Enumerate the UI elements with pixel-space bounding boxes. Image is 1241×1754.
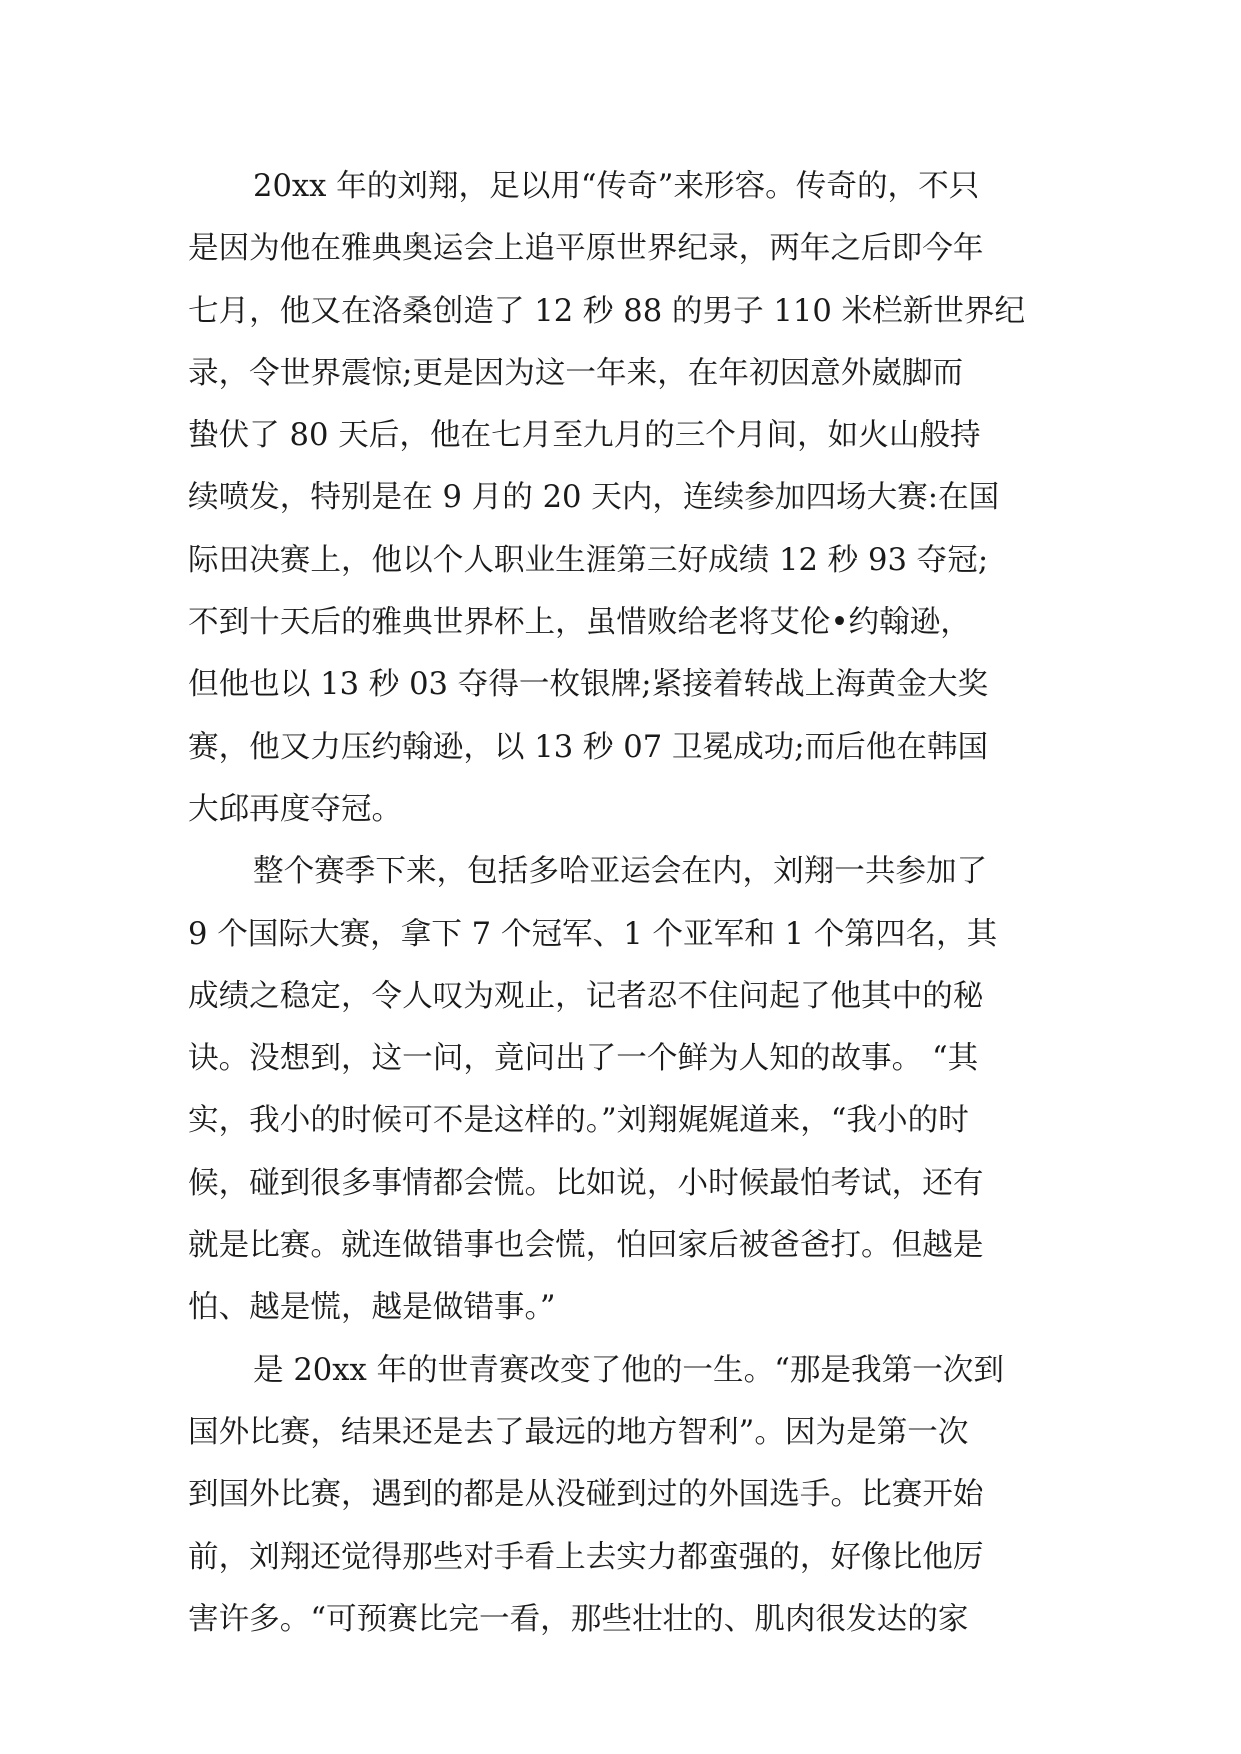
text-line: 蛰伏了 80 天后，他在七月至九月的三个月间，如火山般持 bbox=[188, 418, 981, 454]
text-line: 候，碰到很多事情都会慌。比如说，小时候最怕考试，还有 bbox=[188, 1165, 984, 1201]
text-line: 20xx 年的刘翔，足以用“传奇”来形容。传奇的，不只 bbox=[253, 169, 980, 204]
text-line: 录，令世界震惊;更是因为这一年来，在年初因意外崴脚而 bbox=[188, 355, 964, 391]
text-line: 是因为他在雅典奥运会上追平原世界纪录，两年之后即今年 bbox=[188, 231, 984, 267]
text-line: 赛，他又力压约翰逊，以 13 秒 07 卫冕成功;而后他在韩国 bbox=[188, 729, 989, 765]
text-line: 到国外比赛，遇到的都是从没碰到过的外国选手。比赛开始 bbox=[188, 1477, 984, 1513]
text-line: 大邱再度夺冠。 bbox=[188, 791, 403, 827]
paragraph-1 bbox=[188, 156, 1058, 841]
text-line: 成绩之稳定，令人叹为观止，记者忍不住问起了他其中的秘 bbox=[188, 978, 984, 1014]
text-line: 诀。没想到，这一问，竟问出了一个鲜为人知的故事。 “其 bbox=[188, 1041, 979, 1077]
article-body bbox=[188, 156, 1058, 1651]
text-line: 害许多。“可预赛比完一看，那些壮壮的、肌肉很发达的家 bbox=[188, 1601, 969, 1637]
paragraph-2 bbox=[188, 841, 1058, 1339]
text-line: 续喷发，特别是在 9 月的 20 天内，连续参加四场大赛:在国 bbox=[188, 480, 1000, 516]
text-line: 怕、越是慌，越是做错事。” bbox=[188, 1290, 556, 1326]
text-line: 不到十天后的雅典世界杯上，虽惜败给老将艾伦•约翰逊， bbox=[188, 605, 971, 641]
text-line: 就是比赛。就连做错事也会慌，怕回家后被爸爸打。但越是 bbox=[188, 1228, 984, 1264]
text-line: 但他也以 13 秒 03 夺得一枚银牌;紧接着转战上海黄金大奖 bbox=[188, 667, 989, 703]
text-line: 是 20xx 年的世青赛改变了他的一生。“那是我第一次到 bbox=[253, 1352, 1004, 1388]
text-line: 前，刘翔还觉得那些对手看上去实力都蛮强的，好像比他厉 bbox=[188, 1539, 984, 1575]
text-line: 际田决赛上，他以个人职业生涯第三好成绩 12 秒 93 夺冠; bbox=[188, 542, 989, 578]
text-line: 9 个国际大赛，拿下 7 个冠军、1 个亚军和 1 个第四名，其 bbox=[188, 916, 998, 952]
text-line: 国外比赛，结果还是去了最远的地方智利”。因为是第一次 bbox=[188, 1414, 969, 1450]
text-line: 实，我小的时候可不是这样的。”刘翔娓娓道来，“我小的时 bbox=[188, 1103, 969, 1139]
text-line: 整个赛季下来，包括多哈亚运会在内，刘翔一共参加了 bbox=[253, 854, 988, 890]
text-line: 七月，他又在洛桑创造了 12 秒 88 的男子 110 米栏新世界纪 bbox=[188, 293, 1026, 329]
paragraph-3 bbox=[188, 1340, 1058, 1651]
